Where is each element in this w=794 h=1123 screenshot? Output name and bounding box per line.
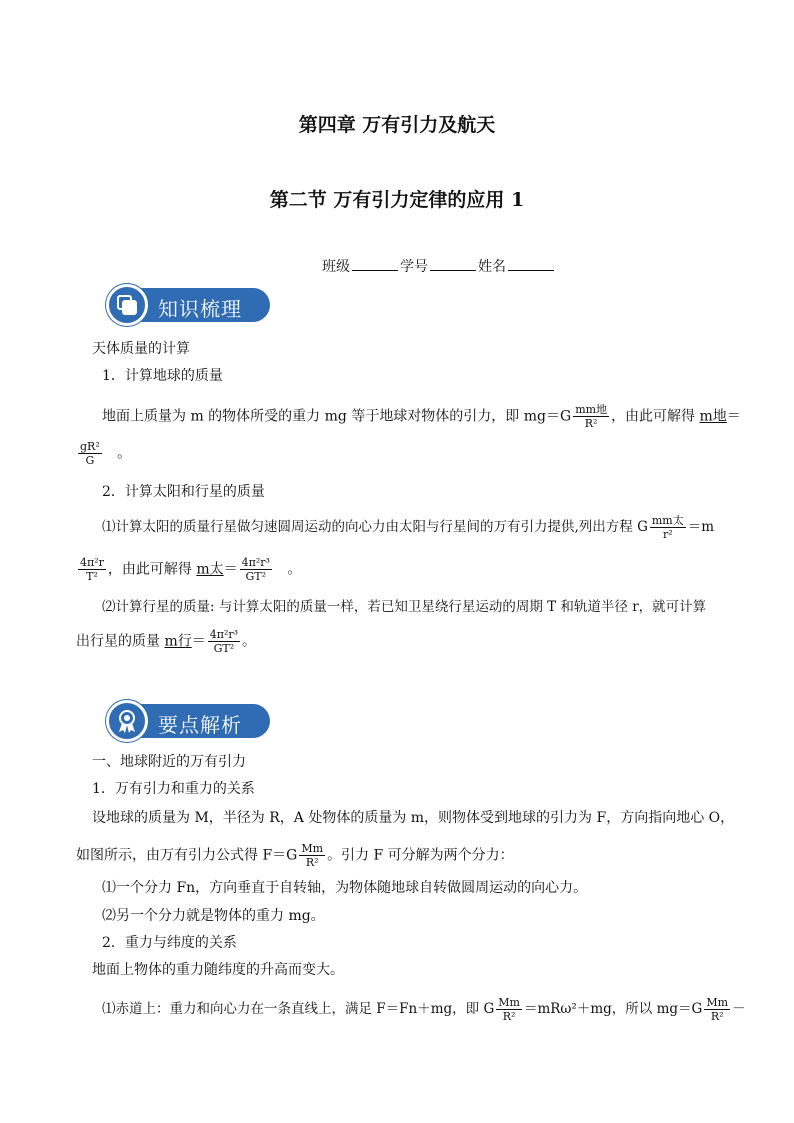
fraction: $\frac{Mm}{\text{R²}}$ bbox=[498, 996, 520, 1023]
s1-heading: 天体质量的计算 bbox=[92, 341, 190, 357]
banner-key-points bbox=[106, 700, 270, 742]
s1-item2: 2．计算太阳和行星的质量 bbox=[102, 484, 265, 500]
fraction: $\frac{\text{4π²r³}}{\text{GT²}}$ bbox=[241, 556, 270, 583]
banner-label: 要点解析 bbox=[158, 713, 242, 737]
banner-knowledge bbox=[106, 284, 270, 326]
s1-item2-2-cont: 出行星的质量 m行＝ $\frac{\text{4π²r³}}{\text{GT²}}$ 。 bbox=[76, 628, 257, 655]
chapter-title: 第四章 万有引力及航天 bbox=[298, 114, 496, 136]
s2-p4: ⑵另一个分力就是物体的重力 mg。 bbox=[102, 908, 325, 924]
s2-h1-1: 1．万有引力和重力的关系 bbox=[92, 781, 255, 797]
s2-p6: ⑴赤道上：重力和向心力在一条直线上，满足 F＝Fn＋mg，即 G $\frac{Mm}{\text{R²}}$ ＝mRω²＋mg，所以 mg＝G $\frac{Mm}{\text{R²}}$ － bbox=[102, 996, 746, 1023]
fraction: $\frac{\text{4π²r}}{\text{T²}}$ bbox=[80, 556, 104, 583]
name-blank[interactable] bbox=[508, 258, 554, 271]
s2-h1-2: 2．重力与纬度的关系 bbox=[102, 935, 237, 951]
s1-item2-1-cont: $\frac{\text{4π²r}}{\text{T²}}$ ，由此可解得 m太＝ $\frac{\text{4π²r³}}{\text{GT²}}$ 。 bbox=[80, 556, 302, 583]
class-label: 班级 bbox=[322, 259, 350, 275]
s1-item2-1: ⑴计算太阳的质量行星做匀速圆周运动的向心力由太阳与行星间的万有引力提供,列出方程 G $\frac{\text{mm太}}{\text{r²}}$ ＝m bbox=[102, 514, 715, 541]
class-blank[interactable] bbox=[352, 258, 398, 271]
s2-p1: 设地球的质量为 M，半径为 R，A 处物体的质量为 m，则物体受到地球的引力为 F，方向指向地心 O， bbox=[92, 810, 735, 826]
class-info-line bbox=[322, 256, 556, 276]
name-label: 姓名 bbox=[478, 259, 506, 275]
fraction: $\frac{\text{4π²r³}}{\text{GT²}}$ bbox=[209, 628, 239, 655]
fraction: $\frac{\text{gR²}}{G}$ bbox=[80, 440, 100, 467]
fraction: $\frac{Mm}{\text{R²}}$ bbox=[301, 842, 324, 869]
s2-p3: ⑴一个分力 Fn，方向垂直于自转轴，为物体随地球自转做圆周运动的向心力。 bbox=[102, 880, 588, 896]
s2-h1: 一、地球附近的万有引力 bbox=[92, 754, 246, 770]
section-title: 第二节 万有引力定律的应用 1 bbox=[269, 189, 525, 211]
id-label: 学号 bbox=[400, 259, 428, 275]
s1-item1-result: $\frac{\text{gR²}}{G}$ 。 bbox=[80, 440, 132, 467]
s1-item1-line: 地面上质量为 m 的物体所受的重力 mg 等于地球对物体的引力，即 mg＝G $\frac{\text{mm地}}{\text{R²}}$ ，由此可解得 m地＝ bbox=[102, 403, 741, 430]
banner-label: 知识梳理 bbox=[158, 297, 242, 321]
id-blank[interactable] bbox=[430, 258, 476, 271]
award-ribbon-icon bbox=[106, 700, 148, 742]
s1-item2-2: ⑵计算行星的质量: 与计算太阳的质量一样，若已知卫星绕行星运动的周期 T 和轨道半径 r，就可计算 bbox=[102, 599, 707, 615]
fraction: $\frac{\text{mm地}}{\text{R²}}$ bbox=[575, 403, 608, 430]
fraction: $\frac{Mm}{\text{R²}}$ bbox=[706, 996, 729, 1023]
s2-p2: 如图所示，由万有引力公式得 F＝G $\frac{Mm}{\text{R²}}$ 。引力 F 可分解为两个分力： bbox=[76, 842, 514, 869]
fraction: $\frac{\text{mm太}}{\text{r²}}$ bbox=[651, 514, 684, 541]
copy-icon bbox=[106, 284, 148, 326]
s2-p5: 地面上物体的重力随纬度的升高而变大。 bbox=[92, 962, 344, 978]
s1-item1: 1．计算地球的质量 bbox=[102, 368, 223, 384]
